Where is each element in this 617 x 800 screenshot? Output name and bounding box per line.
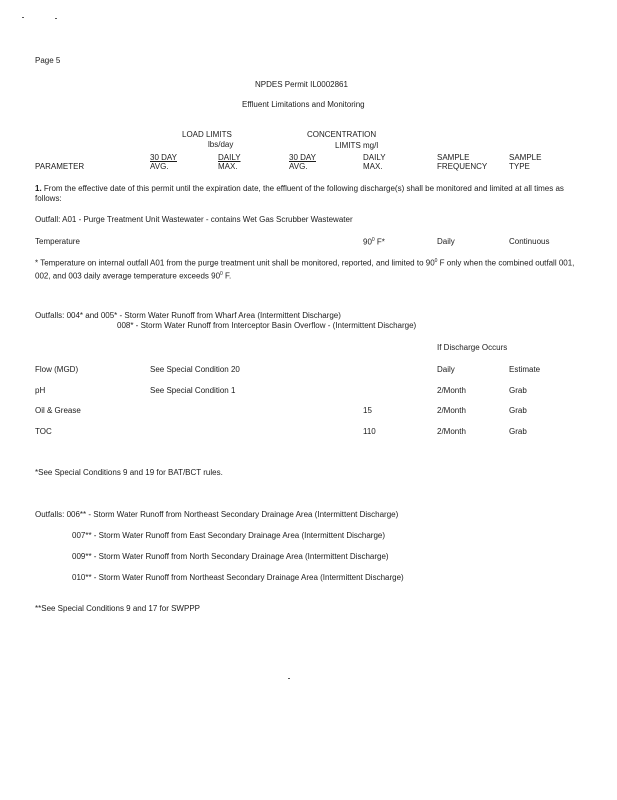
load-units: lbs/day (208, 140, 234, 149)
intro-number: 1. (35, 184, 42, 193)
row-value: 110 (363, 427, 376, 436)
outfalls-004-005: Outfalls: 004* and 005* - Storm Water Runoff from Wharf Area (Intermittent Discharge) (35, 311, 341, 320)
temperature-limit-unit: F* (374, 237, 385, 247)
concentration-heading: CONCENTRATION (307, 130, 377, 139)
col-daily-conc-sub: MAX. (363, 162, 383, 171)
row-type: Grab (509, 427, 527, 436)
outfall-008: 008* - Storm Water Runoff from Interceptor Basin Overflow - (Intermittent Discharge) (117, 321, 417, 330)
temperature-type: Continuous (509, 237, 550, 246)
row-type: Estimate (509, 365, 541, 374)
page-label: Page 5 (35, 56, 61, 65)
temperature-limit-degree: 0 (371, 237, 375, 243)
load-limits-heading: LOAD LIMITS (182, 130, 232, 139)
concentration-units: LIMITS mg/l (335, 141, 379, 150)
scan-speck (55, 18, 57, 19)
col-sample-frequency: SAMPLE (437, 153, 470, 162)
outfall-007: 007** - Storm Water Runoff from East Secondary Drainage Area (Intermittent Discharge) (72, 531, 386, 540)
col-30day-load-sub: AVG. (150, 162, 169, 171)
row-parameter: TOC (35, 427, 52, 436)
row-type: Grab (509, 406, 527, 415)
outfall-010: 010** - Storm Water Runoff from Northeast Secondary Drainage Area (Intermittent Discharge) (72, 573, 404, 582)
row-frequency: 2/Month (437, 427, 466, 436)
permit-title: NPDES Permit IL0002861 (255, 80, 348, 89)
col-daily-load: DAILY (218, 153, 241, 162)
temperature-note-prefix: * Temperature on internal outfall A01 from the purge treatment unit shall be monitored, reported, and limited to 90 (35, 258, 435, 268)
temperature-frequency: Daily (437, 237, 455, 246)
temperature-note-suffix: F. (222, 271, 232, 281)
row-parameter: pH (35, 386, 46, 395)
temperature-note-degree-1: 0 (434, 258, 438, 264)
row-frequency: 2/Month (437, 386, 466, 395)
col-parameter: PARAMETER (35, 162, 85, 171)
row-condition: See Special Condition 20 (150, 365, 240, 374)
temperature-note (35, 256, 585, 281)
scan-speck (22, 17, 24, 18)
note-bat-bct: *See Special Conditions 9 and 19 for BAT/BCT rules. (35, 468, 223, 477)
col-sample-type-sub: TYPE (509, 162, 530, 171)
temperature-parameter: Temperature (35, 237, 80, 246)
temperature-limit-value: 90 (363, 237, 372, 247)
if-discharge-occurs: If Discharge Occurs (437, 343, 508, 352)
col-sample-type: SAMPLE (509, 153, 542, 162)
outfall-009: 009** - Storm Water Runoff from North Secondary Drainage Area (Intermittent Discharge) (72, 552, 389, 561)
col-30day-conc-sub: AVG. (289, 162, 308, 171)
col-30day-load: 30 DAY (150, 153, 177, 162)
row-type: Grab (509, 386, 527, 395)
row-value: 15 (363, 406, 372, 415)
intro-paragraph (35, 184, 585, 204)
row-parameter: Oil & Grease (35, 406, 81, 415)
intro-text: From the effective date of this permit until the expiration date, the effluent of the following discharge(s) shall be monitored and limited at all times as follows: (35, 184, 564, 203)
col-30day-conc: 30 DAY (289, 153, 316, 162)
row-condition: See Special Condition 1 (150, 386, 236, 395)
col-daily-load-sub: MAX. (218, 162, 238, 171)
outfall-006: Outfalls: 006** - Storm Water Runoff from Northeast Secondary Drainage Area (Intermittent Discharge) (35, 510, 399, 519)
row-frequency: Daily (437, 365, 455, 374)
row-frequency: 2/Month (437, 406, 466, 415)
row-parameter: Flow (MGD) (35, 365, 79, 374)
col-sample-frequency-sub: FREQUENCY (437, 162, 488, 171)
page-subtitle: Effluent Limitations and Monitoring (242, 100, 365, 109)
col-daily-conc: DAILY (363, 153, 386, 162)
temperature-limit (363, 235, 385, 248)
note-swppp: **See Special Conditions 9 and 17 for SWPPP (35, 604, 200, 613)
temperature-note-degree-2: 0 (220, 270, 223, 277)
temperature-note-mid: F only when the combined outfall 001, 002, and 003 daily average temperature exceeds 90 (35, 258, 575, 281)
outfall-a01: Outfall: A01 - Purge Treatment Unit Wastewater - contains Wet Gas Scrubber Wastewater (35, 215, 353, 224)
scan-speck (288, 678, 290, 679)
